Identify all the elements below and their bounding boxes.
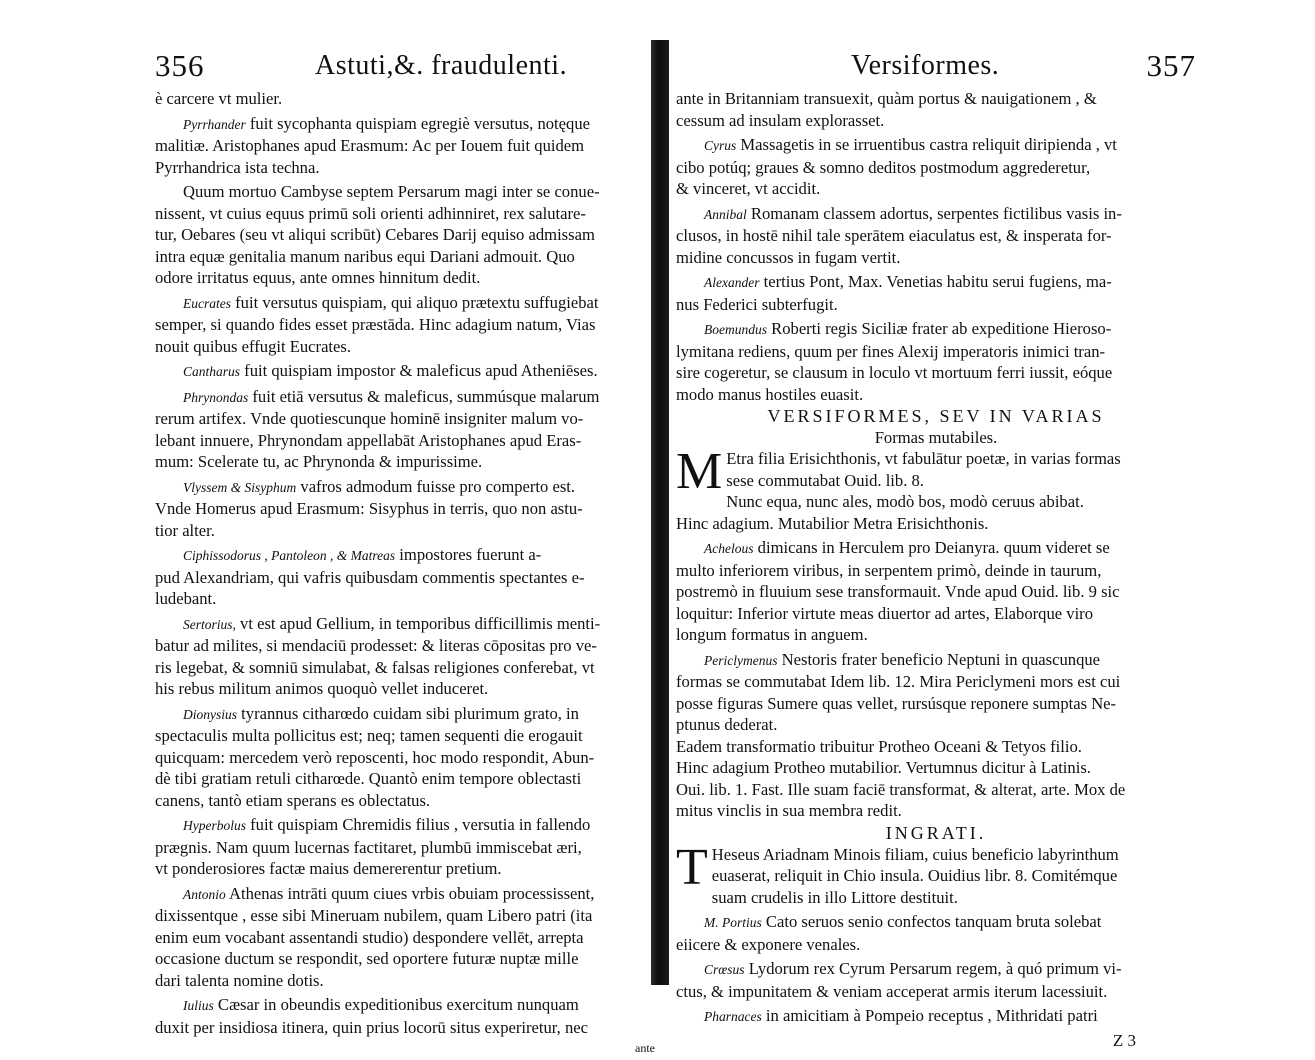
text-line	[155, 678, 655, 700]
left-page-number: 356	[155, 48, 205, 83]
entry-paragraph	[676, 649, 1196, 736]
line-text: fuit quispiam Chremidis filius , versutia in fallendo	[250, 815, 591, 834]
text-line	[155, 408, 655, 430]
text-line	[155, 790, 655, 812]
line-text: modo manus hostiles euasit.	[676, 384, 864, 404]
ingrati-entries	[676, 911, 1196, 1028]
text-line	[155, 1017, 655, 1039]
person-name: Annibal	[704, 206, 747, 222]
entry-paragraph	[676, 958, 1196, 1002]
line-text: & vinceret, vt accidit.	[676, 179, 821, 198]
person-name: Pyrrhander	[183, 116, 246, 132]
text-line	[155, 157, 655, 179]
line-text: loquitur: Inferior virtute meas diuertor ad artes, Elaborque viro	[676, 603, 1094, 623]
entry-paragraph	[155, 703, 655, 812]
text-line	[155, 837, 655, 859]
line-text: tyrannus citharœdo cuidam sibi plurimum grato, in	[241, 703, 579, 723]
person-name: Sertorius,	[183, 616, 236, 632]
line-text: odore irritatus equus, ante omnes hinnitum dedit.	[155, 268, 481, 287]
section-title-ingrati: INGRATI.	[885, 822, 987, 843]
line-text: longum formatus in anguem.	[676, 625, 868, 644]
entry-paragraph	[155, 544, 655, 610]
line-text: spectaculis multa pollicitus est; neq; tamen sequenti die erogauit	[155, 726, 583, 745]
line-text: Roberti regis Siciliæ frater ab expeditione Hieroso-	[771, 319, 1112, 338]
person-name: M. Portius	[704, 915, 762, 930]
text-line	[155, 476, 655, 499]
text-line	[676, 624, 1196, 646]
entry-paragraph	[676, 1005, 1196, 1028]
text-line	[155, 135, 655, 157]
person-name: Boemundus	[704, 322, 767, 337]
left-running-title: Astuti,&. fraudulenti.	[315, 50, 568, 81]
line-text: Lydorum rex Cyrum Persarum regem, à quó primum vi-	[748, 959, 1122, 978]
text-line	[676, 341, 1196, 363]
entry-paragraph	[676, 203, 1196, 269]
text-line	[155, 246, 655, 268]
text-line: euaserat, reliquit in Chio insula. Ouidius libr. 8. Comitémque	[711, 866, 1118, 885]
text-line	[155, 948, 655, 970]
verse-line: Hinc adagium. Mutabilior Metra Erisichthonis.	[676, 513, 989, 533]
text-line	[676, 294, 1196, 316]
opening-line: è carcere vt mulier.	[155, 89, 283, 108]
line-text: dimicans in Herculem pro Deianyra. quum videret se	[757, 538, 1110, 557]
text-line	[155, 498, 655, 520]
person-name: Vlyssem & Sisyphum	[183, 479, 297, 495]
line-text: cibo potúq; graues & somno deditos postmodum aggrederetur,	[676, 157, 1091, 177]
dropcap-t: T	[676, 838, 708, 896]
line-text: mum: Scelerate tu, ac Phrynonda & impurissime.	[155, 452, 483, 471]
line-text: vafros admodum fuisse pro comperto est.	[300, 476, 576, 496]
text-line	[155, 203, 655, 225]
line-text: fuit quispiam impostor & maleficus apud Atheniēses.	[244, 361, 598, 380]
text-line	[155, 703, 655, 726]
text-line	[155, 994, 655, 1017]
line-text: pud Alexandriam, qui vafris quibusdam commentis spectantes e-	[155, 567, 585, 587]
left-entries	[155, 113, 655, 1039]
line-text: impostores fuerunt a-	[399, 545, 542, 564]
text-line	[676, 958, 1196, 981]
text-line	[676, 671, 1196, 693]
text-line	[676, 934, 1196, 956]
dropcap-m: M	[676, 443, 723, 500]
line-text: rerum artifex. Vnde quotiescunque hominē insigniter malum vo-	[155, 409, 584, 428]
line-text: multo inferiorem viribus, in serpentem primò, deinde in taurum,	[676, 560, 1102, 580]
opening-line-1: ante in Britanniam transuexit, quàm portus & nauigationem , &	[676, 89, 1097, 108]
line-text: malitiæ. Aristophanes apud Erasmum: Ac per Iouem fuit quidem	[155, 136, 585, 155]
person-name: Eucrates	[183, 295, 231, 311]
section-title-versiformes: VERSIFORMES, SEV IN VARIAS	[767, 406, 1105, 426]
text-line	[155, 725, 655, 747]
text-line	[155, 768, 655, 790]
text-line	[155, 657, 655, 679]
person-name: Hyperbolus	[183, 818, 246, 833]
line-text: nus Federici subterfugit.	[676, 294, 838, 314]
text-line	[676, 384, 1196, 406]
text-line	[676, 1005, 1196, 1028]
text-line	[155, 883, 655, 906]
text-line	[676, 134, 1196, 157]
line-text: fuit etiā versutus & maleficus, summúsque malarum	[252, 386, 600, 406]
line-text: posse figuras Sumere quas vellet, rursúsque reponere sumptas Ne-	[676, 693, 1117, 713]
text-line	[155, 588, 655, 610]
entry-paragraph	[155, 292, 655, 358]
text-line	[676, 649, 1196, 672]
person-name: Periclymenus	[704, 652, 778, 668]
dropcap-paragraph-metra	[676, 443, 1196, 500]
text-line	[155, 544, 655, 567]
text-line: Hinc adagium Protheo mutabilior. Vertumnus dicitur à Latinis.	[676, 758, 1091, 777]
verse-line: Nunc equa, nunc ales, modò bos, modò ceruus abibat.	[726, 492, 1084, 511]
text-line	[155, 927, 655, 949]
text-line	[676, 603, 1196, 625]
line-text: duxit per insidiosa itinera, quin prius locorū situs experiretur, nec	[155, 1017, 588, 1037]
text-line	[155, 970, 655, 992]
line-text: Pyrrhandrica ista techna.	[155, 157, 320, 177]
person-name: Ciphissodorus , Pantoleon , & Matreas	[183, 548, 396, 563]
line-text: Cato seruos senio confectos tanquam bruta solebat	[765, 912, 1102, 931]
entry-paragraph	[676, 134, 1196, 200]
text-line	[676, 714, 1196, 736]
left-page	[155, 48, 655, 1060]
line-text: ctus, & impunitatem & veniam acceperat armis iterum lacessiuit.	[676, 981, 1108, 1001]
text-line	[155, 451, 655, 473]
line-text: midine concussos in fugam vertit.	[676, 247, 901, 267]
entry-paragraph	[155, 181, 655, 289]
person-name: Dionysius	[183, 706, 237, 722]
text-line	[155, 292, 655, 315]
line-text: clusos, in hostē nihil tale sperātem eiaculatus est, & insperata for-	[676, 226, 1112, 245]
text-line	[155, 814, 655, 837]
line-text: batur ad milites, si mendaciū prodesset: & literas cōpositas pro ve-	[155, 636, 597, 655]
entry-paragraph	[676, 911, 1196, 955]
person-name: Cyrus	[704, 138, 737, 153]
opening-line-2: cessum ad insulam explorasset.	[676, 110, 885, 130]
person-name: Antonio	[183, 886, 226, 902]
text-line	[676, 560, 1196, 582]
line-text: fuit versutus quispiam, qui aliquo prætextu suffugiebat	[235, 292, 599, 312]
person-name: Crœsus	[704, 962, 745, 977]
line-text: nissent, vt cuius equus primū soli orienti adhinniret, rex salutare-	[155, 203, 586, 223]
text-line: Etra filia Erisichthonis, vt fabulātur poetæ, in varias formas	[726, 449, 1121, 468]
right-page-number: 357	[1146, 48, 1196, 83]
line-text: his rebus militum animos quoquò vellet induceret.	[155, 679, 489, 698]
person-name: Cantharus	[183, 364, 241, 379]
text-line	[155, 336, 655, 358]
text-line: Eadem transformatio tribuitur Protheo Oceani & Tetyos filio.	[676, 736, 1082, 756]
text-line	[676, 911, 1196, 934]
text-line	[676, 203, 1196, 226]
line-text: ris legebat, & somniū simulabat, & falsas religiones conferebat, vt	[155, 657, 595, 677]
line-text: fuit sycophanta quispiam egregiè versutus, notęque	[249, 113, 590, 133]
section-subtitle: Formas mutabiles.	[874, 428, 998, 447]
entry-paragraph	[155, 883, 655, 992]
entry-paragraph	[155, 476, 655, 542]
text-line: suam crudelis in illo Littore destituit.	[711, 887, 958, 907]
person-name: Alexander	[704, 275, 760, 290]
text-line	[676, 247, 1196, 269]
line-text: lymitana rediens, quum per fines Alexij imperatoris inimici tran-	[676, 341, 1106, 361]
person-name: Pharnaces	[704, 1009, 762, 1024]
line-text: semper, si quando fides esset præstāda. Hinc adagium natum, Vias	[155, 315, 596, 334]
left-page-body	[155, 88, 655, 1060]
line-text: sire cogeretur, se clausum in loculo vt mortuum ferri iussit, eóque	[676, 363, 1113, 382]
text-line	[155, 905, 655, 927]
line-text: nouit quibus effugit Eucrates.	[155, 336, 352, 356]
right-page-body	[676, 88, 1196, 1051]
text-line	[155, 430, 655, 452]
left-page-header	[155, 48, 655, 88]
signature-mark: Z 3	[1112, 1030, 1136, 1050]
entry-paragraph	[155, 360, 655, 383]
line-text: vt ponderosiores factæ maius demererentur pretium.	[155, 859, 502, 878]
text-line	[155, 567, 655, 589]
text-line	[676, 981, 1196, 1003]
line-text: formas se commutabat Idem lib. 12. Mira Periclymeni mors est cui	[676, 672, 1121, 691]
entry-paragraph	[676, 318, 1196, 405]
text-line	[676, 537, 1196, 560]
text-line	[676, 318, 1196, 341]
catchword: ante	[635, 1041, 655, 1055]
line-text: ludebant.	[155, 589, 217, 608]
right-page	[676, 48, 1196, 1051]
person-name: Phrynondas	[183, 389, 249, 405]
entry-paragraph	[155, 613, 655, 700]
text-line	[676, 693, 1196, 715]
text-line: mitus vinclis in sua membra redit.	[676, 801, 902, 820]
text-line	[155, 181, 655, 203]
text-line: sese commutabat Ouid. lib. 8.	[726, 470, 924, 490]
versiformes-entries	[676, 537, 1196, 736]
line-text: Nestoris frater beneficio Neptuni in quascunque	[781, 649, 1101, 669]
right-page-header	[676, 48, 1196, 88]
text-line	[676, 178, 1196, 200]
line-text: lebant innuere, Phrynondam appellabāt Aristophanes apud Eras-	[155, 430, 582, 450]
entry-paragraph	[155, 814, 655, 880]
entry-paragraph	[676, 537, 1196, 646]
text-line	[155, 747, 655, 769]
text-line	[676, 581, 1196, 603]
text-line	[676, 157, 1196, 179]
line-text: postremò in fluuium sese transformauit. Vnde apud Ouid. lib. 9 sic	[676, 582, 1120, 601]
person-name: Achelous	[704, 541, 754, 556]
person-name: Iulius	[183, 998, 214, 1013]
line-text: vt est apud Gellium, in temporibus difficillimis menti-	[240, 613, 601, 633]
line-text: dari talenta nomine dotis.	[155, 970, 324, 990]
text-line	[676, 225, 1196, 247]
line-text: occasione ductum se respondit, sed oportere futuræ nuptæ mille	[155, 949, 579, 968]
text-line: Oui. lib. 1. Fast. Ille suam faciē transformat, & alterat, arte. Mox de	[676, 779, 1126, 799]
line-text: tur, Oebares (seu vt aliqui scribūt) Cebares Darij equiso admissam	[155, 225, 595, 244]
text-line	[676, 362, 1196, 384]
line-text: dixissentque , esse sibi Mineruam nubilem, quam Libero patri (ita	[155, 906, 593, 925]
line-text: tertius Pont, Max. Venetias habitu serui fugiens, ma-	[763, 272, 1112, 291]
entry-paragraph	[155, 994, 655, 1038]
text-line: Heseus Ariadnam Minois filiam, cuius beneficio labyrinthum	[711, 844, 1119, 864]
text-line	[155, 613, 655, 636]
line-text: Athenas intrāti quum ciues vrbis obuiam processissent,	[228, 883, 595, 903]
right-entries	[676, 134, 1196, 405]
text-line	[155, 520, 655, 542]
line-text: canens, tantò etiam sperans es oblectatus.	[155, 790, 431, 810]
dropcap-paragraph-theseus	[676, 838, 1196, 909]
line-text: Vnde Homerus apud Erasmum: Sisyphus in terris, quo non astu-	[155, 499, 583, 518]
text-line	[155, 314, 655, 336]
text-line	[155, 858, 655, 880]
line-text: Romanam classem adortus, serpentes fictilibus vasis in-	[750, 203, 1122, 223]
line-text: Cæsar in obeundis expeditionibus exercitum nunquam	[217, 995, 579, 1014]
line-text: prægnis. Nam quum lucernas factitaret, plumbū immiscebat æri,	[155, 837, 582, 857]
line-text: quicquam: mercedem verò reposcenti, hoc modo respondit, Abun-	[155, 747, 595, 767]
entry-paragraph	[676, 271, 1196, 315]
right-running-title: Versiformes.	[851, 50, 1000, 81]
line-text: tior alter.	[155, 520, 215, 540]
text-line	[155, 113, 655, 136]
text-line	[155, 635, 655, 657]
text-line	[676, 271, 1196, 294]
line-text: intra equæ genitalia manum naribus equi Dariani admouit. Quo	[155, 246, 575, 266]
entry-paragraph	[155, 113, 655, 179]
text-line	[155, 360, 655, 383]
entry-paragraph	[155, 386, 655, 473]
text-line	[155, 386, 655, 409]
line-text: Quum mortuo Cambyse septem Persarum magi inter se conue-	[183, 182, 600, 201]
line-text: ptunus dederat.	[676, 715, 778, 734]
text-line	[155, 224, 655, 246]
line-text: eiicere & exponere venales.	[676, 934, 861, 954]
line-text: in amicitiam à Pompeio receptus , Mithridati patri	[765, 1006, 1098, 1025]
line-text: Massagetis in se irruentibus castra reliquit diripienda , vt	[740, 135, 1117, 154]
line-text: enim eum vocabant assentandi studio) despondere vellēt, arrepta	[155, 927, 584, 947]
line-text: dè tibi gratiam retuli citharœde. Quantò enim tempore oblectasti	[155, 769, 582, 788]
text-line	[155, 267, 655, 289]
